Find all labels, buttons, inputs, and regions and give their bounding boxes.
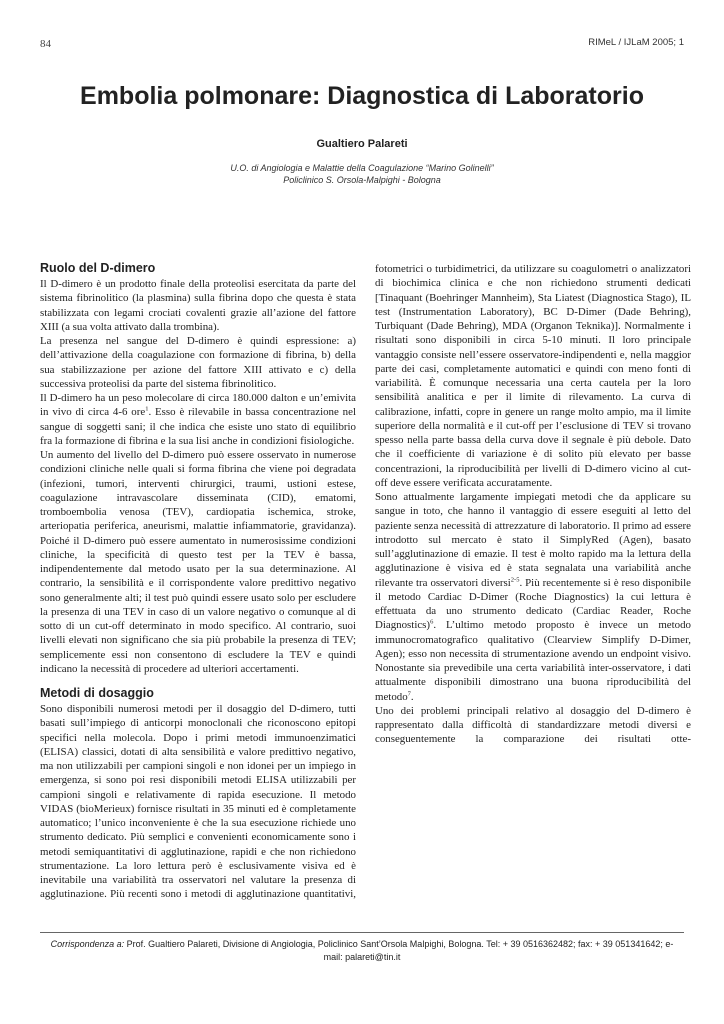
page-number: 84 [40, 38, 51, 50]
correspondence-text: Prof. Gualtiero Palareti, Divisione di Angiologia, Policlinico Sant’Orsola Malpighi, Bologna. Tel: + 39 0516362482; fax: + 39 051341642; e-mail: palareti@tin.it [124, 939, 674, 962]
text-run: . [410, 690, 414, 703]
paragraph: La presenza nel sangue del D-dimero è quindi espressione: a) dell’attivazione della coagulazione con formazione di fibrina, b) della sua stabilizzazione per azione del fattore XIII attivato e c) della successiva proteolisi da parte del sistema fibrinolitico. [40, 335, 356, 390]
paragraph [40, 391, 356, 448]
citation-ref: 6 [430, 618, 434, 626]
right-column [375, 262, 691, 747]
citation-ref: 2-5 [510, 575, 520, 583]
affiliation-line-1: U.O. di Angiologia e Malattie della Coagulazione “Marino Golinelli” [230, 163, 494, 173]
text-run: . Esso è rilevabile in bassa concentrazione nel sangue di soggetti sani; il che indica che esiste uno stato di equilibrio fra la formazione di fibrina e la sua lisi anche in condizioni fisiologiche. [40, 406, 356, 447]
paragraph: Un aumento del livello del D-dimero può essere osservato in numerose condizioni cliniche nelle quali si forma fibrina che viene poi degradata (infezioni, tumori, interventi chirurgici, traumi, ustioni estese, coagulazione intravascolare disseminata (CID), ematomi, tromboembolia venosa (TEV), cardiopatia ischemica, stroke, arteriopatia periferica, aneurismi, malattie infiammatorie, gravidanza). Poiché il D-dimero può essere aumentato in numerosissime condizioni cliniche, la specificità di questo test per la TEV è bassa, indipendentemente dal metodo usato per la sua determinazione. Al contrario, la sensibilità e il corrispondente valore predittivo negativo sono generalmente alti; il test può quindi essere usato solo per escludere la presenza di una TEV in caso di un valore negativo o comunque al di sotto di un cut-off determinato in modo specifico. Al contrario, suoi livelli elevati non significano che sia più probabile la presenza di TEV; semplicemente essi non consentono di escludere la TEV e quindi indicano la necessità di procedere ad ulteriori accertamenti. [40, 449, 356, 675]
paragraph-flow: Sono disponibili numerosi metodi per il dosaggio del D-dimero, tutti basati sull’impiego di anticorpi monoclonali che riconoscono epitopi specifici nella molecola. Dopo i primi metodi immunoenzimatici (ELISA) classici, dotati di alta sensibilità e valore predittivo negativo, ma non utilizzabili per campioni singoli e non idonei per un impiego in emergenza, si sono poi resi disponibili metodi ELISA utilizzabili per campioni singoli e relativamente di rapida esecuzione. Il metodo VIDAS (bioMerieux) fornisce risultati in 35 minuti ed è completamente automatico; l’unico inconveniente è che la sua esecuzione richiede uno strumento dedicato. Più semplici e convenienti economicamente sono i metodi semiquantitativi di agglutinazione, rapidi e che non richiedono strumentazione. La loro lettura però è esclusivamente visiva ed è inevitabile una variabilità tra osservatori nel valutare la presenza di agglutinazione. Più recenti sono i metodi di agglutinazione quantitativi, [40, 703, 356, 901]
article-author: Gualtiero Palareti [316, 138, 408, 150]
paragraph: Il D-dimero è un prodotto finale della proteolisi esercitata da parte del sistema fibrinolitico (la plasmina) sulla fibrina dopo che questa è stata stabilizzata con legami crociati covalenti grazie all’azione del fattore XIII (a sua volta attivato dalla trombina). [40, 278, 356, 333]
paragraph [375, 490, 691, 704]
correspondence-footer [50, 938, 674, 963]
text-run: . L’ultimo metodo proposto è invece un metodo immunocromatografico qualitativo (Clearview Simplify D-Dimer, Agen); esso non necessita di strumentazione avendo un endpoint visivo. Nonostante sia prevedibile una certa variabilità inter-osservatore, i dati attualmente disponibili dimostrano una buona riproducibilità del metodo [375, 619, 691, 703]
footer-divider [40, 932, 684, 933]
correspondence-label: Corrispondenza a: [50, 939, 125, 949]
affiliation-line-2: Policlinico S. Orsola-Malpighi - Bologna [283, 175, 441, 185]
journal-citation: RIMeL / IJLaM 2005; 1 [588, 37, 684, 48]
paragraph: Uno dei problemi principali relativo al dosaggio del D-dimero è rappresentato dalla difficoltà di standardizzare metodi diversi e conseguentemente la comparazione dei risultati otte- [375, 704, 691, 746]
section-heading-ruolo: Ruolo del D-dimero [40, 261, 156, 275]
text-run: Il D-dimero ha un peso molecolare di circa 180.000 dalton e un’emivita in vivo di circa 4-6 ore [40, 392, 356, 419]
section-heading-metodi: Metodi di dosaggio [40, 686, 154, 700]
citation-ref: 7 [407, 689, 411, 697]
left-column [40, 260, 356, 902]
article-title: Embolia polmonare: Diagnostica di Laboratorio [80, 82, 644, 110]
author-affiliation [0, 162, 724, 186]
text-run: Sono attualmente largamente impiegati metodi che da applicare su sangue in toto, che hanno il vantaggio di essere eseguiti al letto del paziente senza necessità di attrezzature di laboratorio. Il primo ad essere introdotto sul mercato è stato il SimplyRed (Agen), basato sull’agglutinazione di emazie. Il test è molto rapido ma la lettura della agglutinazione è visiva ed è stata segnalata una variabilità anche rilevante tra osservatori diversi [375, 491, 691, 589]
text-run: . Più recentemente si è reso disponibile il metodo Cardiac D-Dimer (Roche Diagnostics) la cui lettura è effettuata da uno strumento dedicato (Cardiac Reader, Roche Diagnostics) [375, 576, 691, 632]
citation-ref: 1 [145, 405, 149, 413]
paragraph-continuation: fotometrici o turbidimetrici, da utilizzare su coagulometri o analizzatori di biochimica clinica e che non richiedono strumenti dedicati [Tinaquant (Boehringer Mannheim), Sta Liatest (Diagnostica Stago), IL test (Instrumentation Laboratory), BC D-Dimer (Dade Behring), Turbiquant (Dade Behring), MDA (Organon Teknika)]. Normalmente i risultati sono disponibili in circa 5-10 minuti. Il loro principale vantaggio consiste nell’essere osservatore-indipendenti e, nella maggior parte dei casi, completamente automatici e quindi con meno fonti di variabilità. È comunque necessaria una certa cautela per la loro sensibilità analitica e per il limite di rilevamento. La curva di calibrazione, infatti, copre in genere un range molto ampio, ma il limite superiore della normalità e il cut-off per l’esclusione di TEV si trovano spesso nella parte bassa della curva dove il segnale è più debole. Dato che il coefficiente di variazione è di solito più elevato per basse concentrazioni, la riproducibilità per livelli di D-dimero vicino al cut-off deve essere verificata accuratamente. [375, 263, 691, 489]
